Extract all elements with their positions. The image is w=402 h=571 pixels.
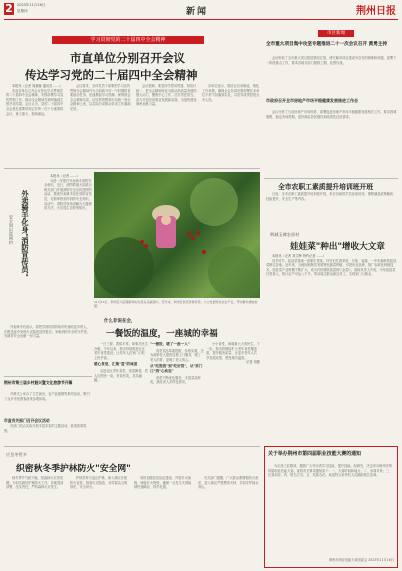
right-top-sub-title: 市政府召开全市房地产市场平稳健康发展推进工作会	[266, 98, 358, 103]
photo-caption: 11月15日，荆州区川店镇紫荆村村民在采摘茶叶。近年来，荆州区依托资源优势，大力发展特色农业产业，带动群众增收致富。	[94, 300, 258, 308]
center-story-kicker: 什么非说在会，	[104, 319, 136, 324]
top-story-body-col4: 各单位表示，将结合自身职能，细化工作举措，确保全会各项决策部署在本单位不折不扣落到实处，以优异成绩回报全市人民。	[202, 84, 260, 102]
right-mid-kicker: 荆城玉碑农原材	[270, 232, 300, 237]
bottom-story-col2: 护林员每天巡山护林，深入林区开展防火宣传，排查火灾隐患，劝导群众文明祭祀、安全用火。	[70, 476, 128, 490]
bottom-story-title: 织密秋冬季护林防火"安全网"	[16, 464, 131, 474]
top-story-byline: 本报讯（记者 周蓉蓉 通讯员 ……）	[12, 84, 63, 88]
right-top-title: 全市重大项目集中攻坚专题推进二十一次会议召开 黄勇主持	[266, 42, 388, 47]
sidebar-story-body: 本报讯（记者 ……） 为进一步提升外卖骑手消防安全意识，近日，消防救援大队联合相关部门开展消防安全宣传进网约活动，邀请外卖骑手担任消防宣传员，走街串巷宣传消防安全知识。活动中，消防员现场讲解灭火器使用方法、火灾逃生自救等知识。	[44, 174, 92, 211]
notice-footer: 荆州市职业技能大赛组委会 2023年11月16日	[328, 558, 394, 562]
bottom-story-col1: 秋冬季节气候干燥，是森林火灾易发期。为切实做好护林防火工作，各地提前部署，压实责任，严防森林火灾发生。	[6, 476, 64, 490]
right-top-kicker: 市区新闻	[318, 30, 354, 37]
center-story-col2: "一餐饭，暖了一座一人" 食堂菜品荤素搭配，价格实惠，还为高龄老人提供送餐上门服务，暖了老人的胃，更暖了老人的心。 从"吃饱饭"到"吃好饭"，从"家门口"到"心坎里" 食堂不断优化服务，丰富菜品种类，满足老人多样化需求。	[150, 342, 204, 385]
center-story-title: 一餐饭的温度，一座城的幸福	[106, 329, 218, 339]
sidebar-story-subtitle: 安全知识进网约	[9, 215, 14, 245]
right-mid-body2: 本报讯（记者 刘文辉 特约记者 ……） 初冬时节，娃娃菜基地一派繁忙景象，村民们忙着采收、分拣、装箱，一车车新鲜的娃娃菜销往各地。近年来，当地因地制宜发展特色蔬菜种植，引进优良品种，推广标准化种植技术，娃娃菜产业规模不断扩大，成为村民增收致富的\"金菜\"。基地负责人介绍，今年娃娃菜长势喜人，预计亩产可达八千斤，带动周边群众就近务工，实现家门口就业。	[266, 254, 397, 277]
right-mid-title: 全市农职工素质提升培训班开班	[278, 183, 374, 191]
page-number: 2	[5, 2, 13, 15]
left-lower-title: 荆州市第三届乡村振兴暨文化旅游节开幕	[4, 380, 73, 385]
center-story-col1: 一日三餐，看似平常，却事关民生冷暖。今年以来，我市持续推进社区老年食堂建设，让老年人在家门口吃上热乎饭。 暖心食堂，汇集"爱"的味道 走进社区老年食堂，饭菜飘香，老人们围坐一桌，有说有笑，其乐融融。	[94, 342, 148, 383]
notice-body: 为弘扬工匠精神，激励广大劳动者学习技能、提升技能，经研究，决定举办荆州市第四届职业技能大赛。现将有关事项通知如下：一、大赛时间和地点；二、参赛对象；三、比赛项目；四、报名方式；五、奖励办法。欢迎符合条件的人员踊跃报名参赛。	[268, 464, 393, 478]
bottom-story-kicker: 应急冬管多	[6, 452, 27, 457]
right-mid-body: 日前，全市农职工素质提升培训班开班，来自各地的学员参加培训，课程涵盖政策解读、技能提升、安全生产等内容。	[266, 192, 397, 201]
bottom-story-col4: 有关部门提醒，广大群众要增强防火意识，进入林区严禁携带火种，共同守护绿水青山。	[198, 476, 259, 490]
section-name: 新闻	[186, 7, 209, 17]
center-story-byline: 记者 刘熙	[246, 360, 260, 365]
top-story-title-line1: 市直单位分别召开会议	[70, 51, 185, 65]
right-top-sub-body: 会议分析了当前房地产市场形势，部署促进房地产市场平稳健康发展相关工作，要求因城施策，稳定市场预期，更好满足居民刚性和改善性住房需求。	[266, 110, 397, 119]
center-story-subhead3: 从"吃饱饭"到"吃好饭"，从"家门口"到"心坎里"	[150, 364, 203, 373]
issue-weekday: 星期四	[17, 9, 28, 13]
top-story-body-col1: 本报讯（记者 周蓉蓉 通讯员 ……） 市直各单位召开会议传达学习贯彻党的二十届四中全会精神，安排部署学习宣传贯彻工作，推动全会精神在荆州落地生根开花结果。会议认为，党的二十届四中全会是在重要时刻召开的一次十分重要的会议，意义重大、影响深远。	[6, 84, 66, 164]
right-mid-byline: 本报讯（记者 刘文辉 特约记者 ……）	[272, 254, 327, 258]
sidebar-story-byline: 本报讯（记者 ……）	[50, 174, 80, 178]
notice-title: 关于举办荆州市第四届职业技能大赛的通知	[268, 451, 361, 457]
left-lower-sub-body: 各部门结合实际开展丰富多彩的主题活动，营造浓厚氛围。	[4, 424, 87, 433]
top-story-body-col2: 会议要求，全体党员干部要把学习宣传贯彻全会精神作为当前和今后一个时期的首要政治任务，迅速掀起学习热潮，深刻领会全会精神实质，切实把思想和行动统一到全会精神上来，以实际行动推动各项工作落地见效。	[70, 84, 131, 111]
issue-date: 2023年11月16日	[17, 3, 46, 7]
left-lower-sub-title: 市直有关部门召开会议活动	[4, 418, 50, 423]
center-story-subhead2: 暖心食堂，汇集"爱"的味道	[94, 362, 138, 367]
masthead-rule	[4, 19, 398, 20]
photo-illustration	[94, 172, 260, 298]
right-mid-title2: 娃娃菜"种出"增收大文章	[290, 242, 385, 252]
sidebar-left-body: 外卖骑手们表示，将把学到的消防知识传递给更多的人，在配送途中发现火灾隐患及时报告，争做消防安全的守护者，为城市安全贡献一份力量。	[4, 325, 91, 339]
sidebar-story-title-line1: 外卖骑手化身"消防宣传员"	[21, 190, 30, 277]
right-top-body: 会议听取了全市重大项目推进情况汇报，研究解决项目建设中存在的困难和问题，部署下一阶段重点工作，要求各地各部门倒排工期、挂图作战。	[266, 56, 397, 65]
center-story-subhead1: "一餐饭，暖了一座一人"	[150, 342, 190, 346]
top-story-title-line2: 传达学习党的二十届四中全会精神	[25, 68, 198, 82]
newspaper-logo: 荆州日报	[356, 6, 396, 17]
top-story-kicker: 学习贯彻党的二十届四中全会精神	[52, 36, 204, 44]
center-story-col3: 小小食堂，承载着大大的民生。下一步，我市将继续扩大老年食堂覆盖面，提升服务质量，让更多老年人共享发展成果，感受城市温度。 记者 刘熙	[206, 342, 260, 365]
masthead	[0, 0, 402, 22]
sidebar-story-title	[20, 190, 42, 300]
bottom-story-col3: 同时加强应急队伍建设，开展扑火演练，储备扑火物资，确保一旦发生火情能够快速响应、科学处置。	[134, 476, 192, 490]
left-lower-body: 开幕式上举办了文艺演出、农产品展销等系列活动，吸引了众多市民游客前来参观体验。	[4, 392, 90, 401]
top-story-body-col3: 会议强调，要坚持学思用贯通、知信行统一，把全会精神转化为推动高质量发展的强大动力，聚焦中心工作，扛牢责任担当，奋力开创各项事业发展新局面，为加快建设荆州贡献力量。	[136, 84, 197, 107]
news-photo	[94, 172, 260, 298]
